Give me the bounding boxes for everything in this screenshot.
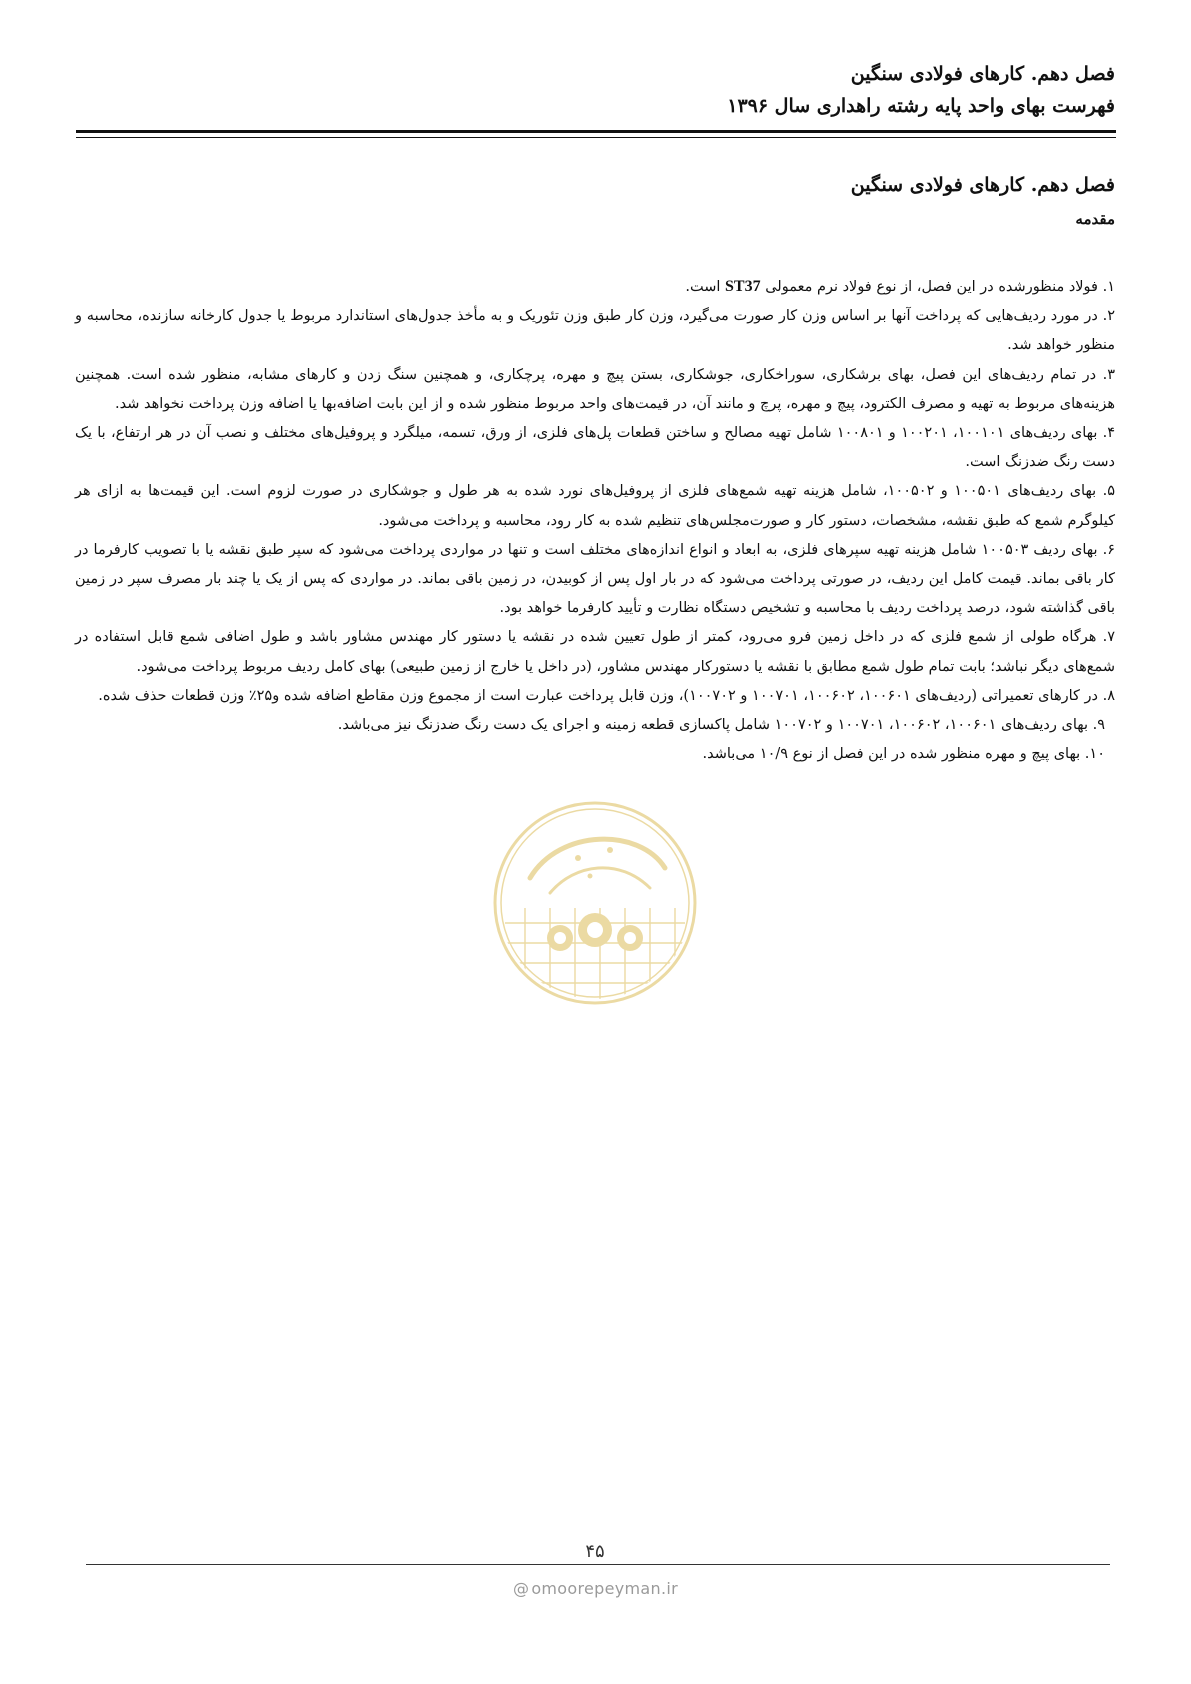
page-number: ۴۵ (585, 1541, 605, 1562)
paragraph-3: ۳. در تمام ردیف‌های این فصل، بهای برشکاری، سوراخکاری، جوشکاری، بستن پیچ و مهره، پرچکاری، و همچنین سنگ زدن و کارهای مشابه، منظور شده است. همچنین هزینه‌های مربوط به تهیه و مصرف الکترود، پیچ و مهره، پرچ و مانند آن، در قیمت‌های واحد مربوط منظور شده و از این بابت اضافه‌بها یا اضافه وزن پرداخت نخواهد شد. (75, 366, 1115, 412)
paragraph-1-text-before: ۱. فولاد منظورشده در این فصل، از نوع فولاد نرم معمولی (760, 279, 1115, 295)
section-title: فصل دهم. کارهای فولادی سنگین (850, 174, 1115, 196)
header-chapter-title: فصل دهم. کارهای فولادی سنگین (850, 63, 1115, 85)
header-divider-thick (76, 130, 1116, 133)
steel-grade-code: ST37 (725, 278, 761, 295)
paragraph-6: ۶. بهای ردیف ۱۰۰۵۰۳ شامل هزینه تهیه سپرهای فلزی، به ابعاد و انواع اندازه‌های مختلف است و تنها در مواردی پرداخت می‌شود که سپر طبق نقشه یا با تصویب کارفرما در کار باقی بماند. قیمت کامل این ردیف، در صورتی پرداخت می‌شود که در بار اول پس از کوبیدن، در زمین باقی بماند. در مواردی که پس از یک یا چند بار مصرف سپر در زمین باقی گذاشته شود، درصد پرداخت ردیف با محاسبه و تشخیص دستگاه نظارت و تأیید کارفرما خواهد بود. (75, 541, 1115, 617)
paragraph-7: ۷. هرگاه طولی از شمع فلزی که در داخل زمین فرو می‌رود، کمتر از طول تعیین شده در نقشه یا دستور کار مهندس مشاور باشد و طول اضافی شمع قابل استفاده در شمع‌های دیگر نباشد؛ بابت تمام طول شمع مطابق با نقشه یا دستورکار مهندس مشاور، (در داخل یا خارج از زمین طبیعی) بهای کامل ردیف مربوط پرداخت می‌شود. (75, 629, 1115, 675)
header-divider-thin (76, 137, 1116, 138)
paragraph-2: ۲. در مورد ردیف‌هایی که پرداخت آنها بر اساس وزن کار صورت می‌گیرد، وزن کار طبق وزن تئوریک و به مأخذ جدول‌های استاندارد مربوط یا جدول کارخانه سازنده، محاسبه و منظور خواهد شد. (75, 308, 1115, 354)
paragraph-9: ۹. بهای ردیف‌های ۱۰۰۶۰۱، ۱۰۰۶۰۲، ۱۰۰۷۰۱ و ۱۰۰۷۰۲ شامل پاکسازی قطعه زمینه و اجرای یک دست رنگ ضدزنگ نیز می‌باشد. (337, 717, 1105, 734)
paragraph-10: ۱۰. بهای پیچ و مهره منظور شده در این فصل از نوع ۱۰/۹ می‌باشد. (702, 746, 1105, 763)
paragraph-1 (75, 272, 1115, 302)
footer-website-text: omoorepeyman.ir (531, 1579, 678, 1598)
footer-website[interactable] (0, 1579, 1191, 1598)
paragraph-4: ۴. بهای ردیف‌های ۱۰۰۱۰۱، ۱۰۰۲۰۱ و ۱۰۰۸۰۱ شامل تهیه مصالح و ساختن قطعات پل‌های فلزی، از ورق، تسمه، میلگرد و پروفیل‌های مختلف و نصب آن در هر ارتفاع، با یک دست رنگ ضدزنگ است. (75, 425, 1116, 471)
footer-divider (86, 1564, 1110, 1565)
page-header (75, 58, 1115, 122)
paragraph-8: ۸. در کارهای تعمیراتی (ردیف‌های ۱۰۰۶۰۱، ۱۰۰۶۰۲، ۱۰۰۷۰۱ و ۱۰۰۷۰۲)، وزن قابل پرداخت عبارت است از مجموع وزن مقاطع اضافه شده و۲۵٪ وزن قطعات حذف شده. (98, 687, 1115, 704)
document-body (75, 272, 1115, 769)
paragraph-1-text-after: است. (685, 279, 726, 295)
paragraph-5: ۵. بهای ردیف‌های ۱۰۰۵۰۱ و ۱۰۰۵۰۲، شامل هزینه تهیه شمع‌های فلزی از پروفیل‌های نورد شده به هر طول و جوشکاری در صورت لزوم است. این قیمت‌ها به ازای هر کیلوگرم شمع که طبق نقشه، مشخصات، دستور کار و صورت‌مجلس‌های تنظیم شده به کار رود، محاسبه و پرداخت می‌شود. (75, 483, 1115, 529)
omoorepeyman-seal-icon (490, 798, 700, 1008)
at-sign-icon: @ (513, 1579, 530, 1598)
section-subtitle: مقدمه (1075, 210, 1115, 228)
header-list-title: فهرست بهای واحد پایه رشته راهداری سال ۱۳۹۶ (727, 95, 1115, 117)
